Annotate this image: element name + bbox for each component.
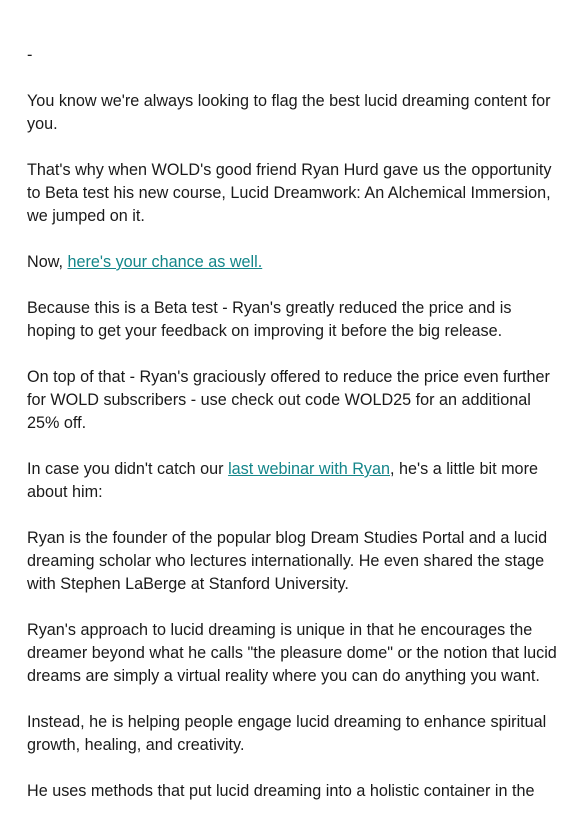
separator-dash: - — [27, 46, 33, 64]
paragraph-instead: Instead, he is helping people engage lucid dreaming to enhance spiritual growth, healing, and creativity. — [27, 713, 547, 754]
paragraph-your-chance-prefix: Now, — [27, 253, 68, 271]
paragraph-your-chance — [27, 251, 557, 274]
paragraph-methods: He uses methods that put lucid dreaming into a holistic container in the — [27, 782, 535, 800]
paragraph-webinar — [27, 458, 557, 504]
email-body — [27, 44, 557, 826]
paragraph-beta-test-offer: That's why when WOLD's good friend Ryan Hurd gave us the opportunity to Beta test his new course, Lucid Dreamwork: An Alchemical Immersion, we jumped on it. — [27, 161, 552, 225]
paragraph-reduced-price: Because this is a Beta test - Ryan's greatly reduced the price and is hoping to get your feedback on improving it before the big release. — [27, 299, 512, 340]
paragraph-discount-code: On top of that - Ryan's graciously offered to reduce the price even further for WOLD subscribers - use check out code WOLD25 for an additional 25% off. — [27, 368, 550, 432]
paragraph-founder-bio: Ryan is the founder of the popular blog Dream Studies Portal and a lucid dreaming scholar who lectures internationally. He even shared the stage with Stephen LaBerge at Stanford University. — [27, 529, 548, 593]
webinar-link[interactable]: last webinar with Ryan — [228, 460, 391, 478]
paragraph-intro: You know we're always looking to flag the best lucid dreaming content for you. — [27, 92, 551, 133]
paragraph-webinar-suffix: , he's a little bit more about him: — [27, 460, 538, 501]
paragraph-webinar-prefix: In case you didn't catch our — [27, 460, 229, 478]
course-link[interactable]: here's your chance as well. — [67, 253, 263, 271]
paragraph-approach: Ryan's approach to lucid dreaming is unique in that he encourages the dreamer beyond what he calls "the pleasure dome" or the notion that lucid dreams are simply a virtual reality where you can do anything you want. — [27, 621, 557, 685]
